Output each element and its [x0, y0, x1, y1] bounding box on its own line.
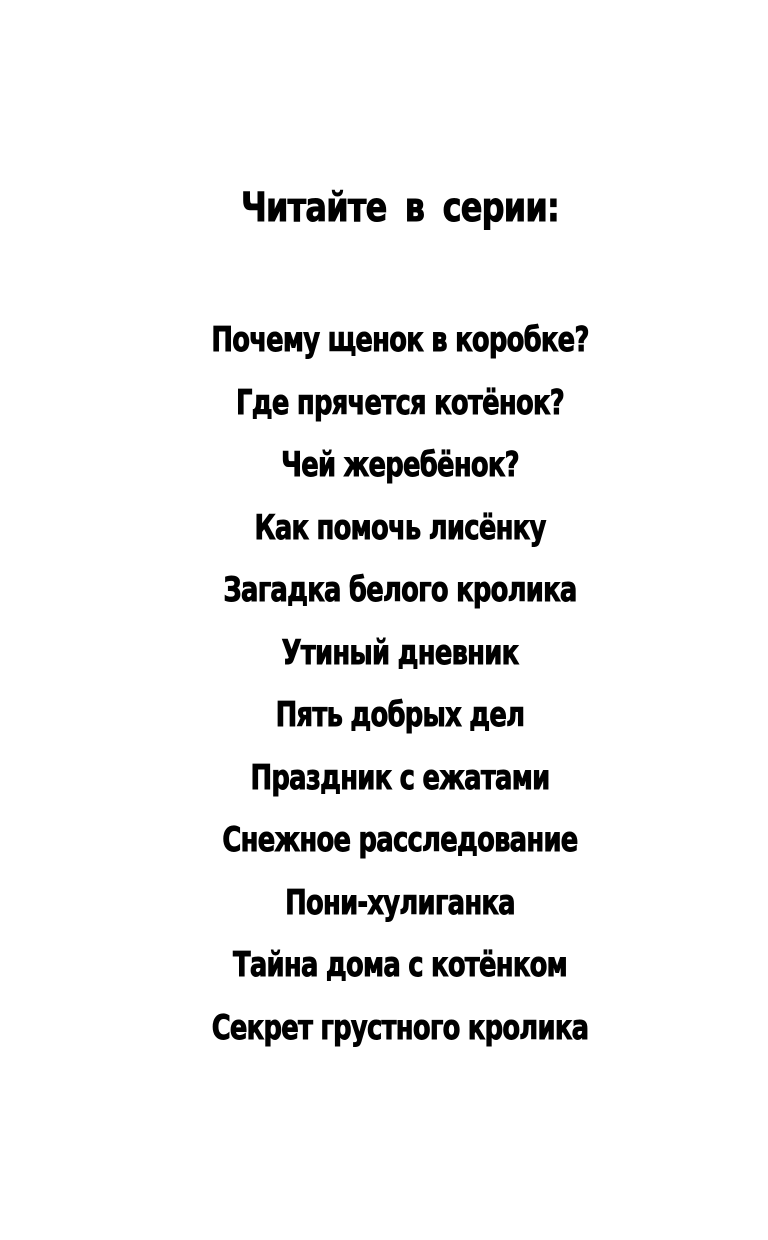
series-title: Тайна дома с котёнком	[232, 945, 568, 985]
series-title: Как помочь лисёнку	[254, 507, 546, 548]
series-title: Пони-хулиганка	[285, 882, 515, 923]
series-heading: Читайте в серии:	[240, 185, 560, 231]
series-title: Праздник с ежатами	[250, 757, 550, 798]
series-title: Снежное расследование	[222, 820, 578, 860]
series-title: Утиный дневник	[281, 632, 519, 673]
series-title: Почему щенок в коробке?	[211, 320, 589, 360]
series-title: Загадка белого кролика	[223, 570, 577, 610]
series-title: Пять добрых дел	[275, 695, 525, 735]
series-title: Где прячется котёнок?	[236, 382, 564, 423]
series-title: Чей жеребёнок?	[281, 445, 519, 485]
series-title: Секрет грустного кролика	[211, 1007, 589, 1048]
series-title-list	[32, 309, 768, 1059]
